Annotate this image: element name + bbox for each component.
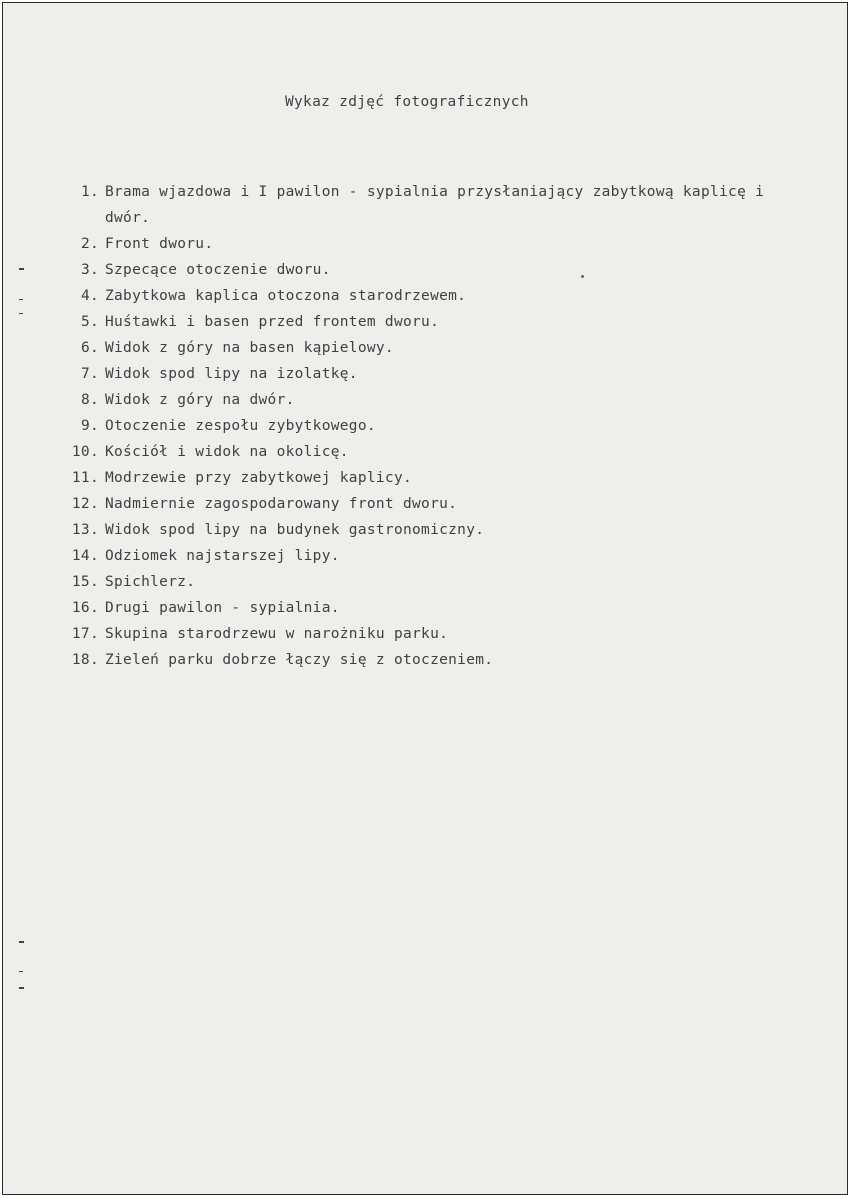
item-text: Front dworu. [105, 236, 214, 252]
item-text: Spichlerz. [105, 574, 196, 590]
item-text: Kościół i widok na okolicę. [105, 444, 349, 460]
item-number: 16. [71, 600, 99, 616]
list-item [59, 231, 819, 257]
item-text: Modrzewie przy zabytkowej kaplicy. [105, 470, 413, 486]
margin-mark [19, 987, 24, 989]
list-item [59, 517, 819, 543]
item-text: Widok spod lipy na izolatkę. [105, 366, 358, 382]
list-item [59, 621, 819, 647]
margin-mark [19, 299, 23, 300]
list-item [59, 491, 819, 517]
document-title: Wykaz zdjęć fotograficznych [285, 94, 529, 110]
item-text: Odziomek najstarszej lipy. [105, 548, 340, 564]
item-text: Nadmiernie zagospodarowany front dworu. [105, 496, 458, 512]
item-number: 18. [71, 652, 99, 668]
item-text: Szpecące otoczenie dworu. [105, 262, 331, 278]
item-number: 10. [71, 444, 99, 460]
list-item [59, 543, 819, 569]
item-text: Brama wjazdowa i I pawilon - sypialnia przysłaniający zabytkową kaplicę i dwór. [105, 184, 765, 226]
item-text: Widok z góry na dwór. [105, 392, 295, 408]
item-number: 5. [80, 314, 99, 330]
item-text: Drugi pawilon - sypialnia. [105, 600, 340, 616]
list-item [59, 309, 819, 335]
margin-mark [19, 941, 24, 943]
item-number: 9. [80, 418, 99, 434]
list-item [59, 439, 819, 465]
item-text: Otoczenie zespołu zybytkowego. [105, 418, 376, 434]
margin-mark [19, 971, 23, 972]
margin-mark [19, 313, 23, 314]
item-number: 15. [71, 574, 99, 590]
list-item [59, 257, 819, 283]
item-text: Zabytkowa kaplica otoczona starodrzewem. [105, 288, 467, 304]
item-number: 2. [80, 236, 99, 252]
paper-speck [581, 275, 584, 278]
item-text: Zieleń parku dobrze łączy się z otoczeniem. [105, 652, 494, 668]
list-item [59, 595, 819, 621]
list-item [59, 647, 819, 673]
list-item [59, 387, 819, 413]
item-text: Widok z góry na basen kąpielowy. [105, 340, 394, 356]
list-item [59, 465, 819, 491]
item-number: 6. [80, 340, 99, 356]
item-text: Huśtawki i basen przed frontem dworu. [105, 314, 440, 330]
list-item [59, 413, 819, 439]
item-number: 7. [80, 366, 99, 382]
item-text: Widok spod lipy na budynek gastronomiczny. [105, 522, 485, 538]
list-item [59, 283, 819, 309]
list-item [59, 335, 819, 361]
item-number: 3. [80, 262, 99, 278]
item-number: 8. [80, 392, 99, 408]
list-item [59, 569, 819, 595]
item-number: 13. [71, 522, 99, 538]
item-number: 4. [80, 288, 99, 304]
document-page [2, 2, 848, 1195]
list-item [59, 179, 819, 231]
item-number: 11. [71, 470, 99, 486]
margin-mark [19, 268, 24, 270]
list-item [59, 361, 819, 387]
item-text: Skupina starodrzewu w narożniku parku. [105, 626, 449, 642]
item-number: 12. [71, 496, 99, 512]
item-number: 1. [80, 184, 99, 200]
item-number: 17. [71, 626, 99, 642]
photo-list [59, 179, 819, 673]
item-number: 14. [71, 548, 99, 564]
